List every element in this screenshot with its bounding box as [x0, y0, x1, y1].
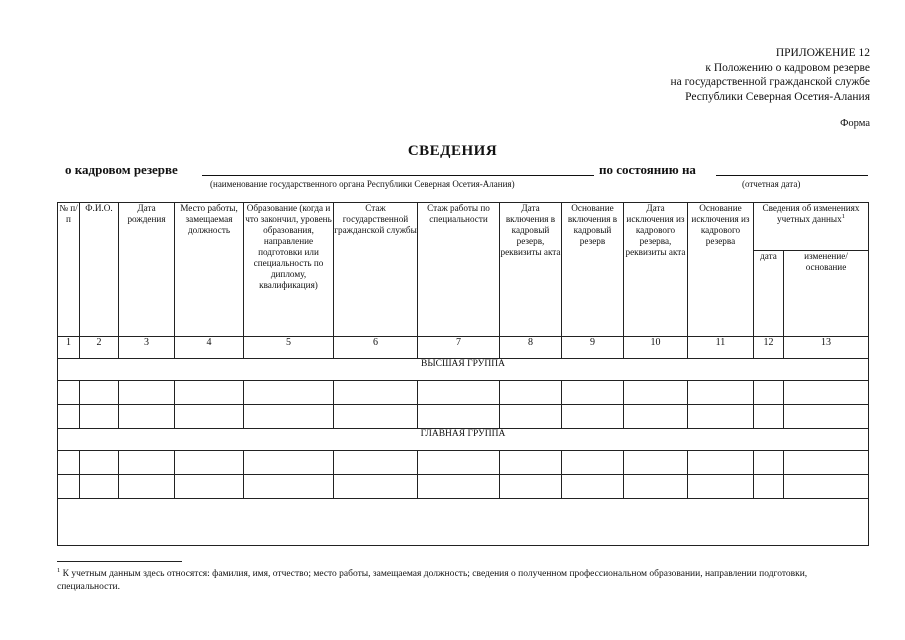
column-number: 7	[418, 337, 500, 359]
table-row[interactable]	[58, 381, 869, 405]
group-header-text: Сведения об изменениях учетных данных	[762, 203, 860, 224]
footnote	[57, 568, 868, 594]
appendix-line: ПРИЛОЖЕНИЕ 12	[775, 47, 870, 59]
header-cell: № п/п	[58, 203, 80, 337]
report-date-field[interactable]	[716, 175, 868, 176]
sub-header-cell: изменение/ основание	[784, 251, 869, 337]
header-cell: Дата рождения	[119, 203, 175, 337]
column-number: 8	[500, 337, 562, 359]
section-highest-group: ВЫСШАЯ ГРУППА	[58, 359, 869, 381]
column-number: 9	[562, 337, 624, 359]
column-number: 13	[784, 337, 869, 359]
appendix-block	[670, 46, 870, 104]
header-cell: Образование (когда и что закончил, уровень образования, направление подготовки или специальность по диплому, квалификация)	[244, 203, 334, 337]
table-row[interactable]	[58, 405, 869, 429]
appendix-line: на государственной гражданской службе	[670, 76, 870, 88]
page-title: СВЕДЕНИЯ	[407, 143, 498, 159]
column-number: 1	[58, 337, 80, 359]
date-caption: (отчетная дата)	[742, 179, 801, 189]
header-cell: Ф.И.О.	[80, 203, 119, 337]
footnote-text: К учетным данным здесь относятся: фамилия, имя, отчество; место работы, замещаемая должность; сведения о полученном профессиональном образовании, направлении подготовки, специальности.	[57, 569, 808, 592]
appendix-line: к Положению о кадровом резерве	[705, 61, 870, 74]
table-row[interactable]	[58, 451, 869, 475]
header-cell: Место работы, замещаемая должность	[175, 203, 244, 337]
header-cell: Стаж государственной гражданской службы	[334, 203, 418, 337]
reserve-table	[57, 202, 869, 546]
column-number: 3	[119, 337, 175, 359]
column-number: 4	[175, 337, 244, 359]
section-main-group: ГЛАВНАЯ ГРУППА	[58, 429, 869, 451]
footnote-divider	[57, 561, 182, 562]
footnote-mark: 1	[841, 212, 845, 220]
form-label: Форма	[840, 118, 870, 129]
appendix-line: Республики Северная Осетия-Алания	[685, 90, 870, 103]
reserve-prefix: о кадровом резерве	[65, 162, 178, 177]
header-cell: Основание исключения из кадрового резерва	[688, 203, 754, 337]
org-name-field[interactable]	[202, 175, 594, 176]
table-row[interactable]	[58, 499, 869, 546]
group-header-cell	[754, 203, 869, 251]
footnote-mark: 1	[57, 566, 61, 574]
header-cell: Стаж работы по специальности	[418, 203, 500, 337]
sub-header-cell: дата	[754, 251, 784, 337]
table-row[interactable]	[58, 475, 869, 499]
header-cell: Основание включения в кадровый резерв	[562, 203, 624, 337]
column-number: 6	[334, 337, 418, 359]
header-cell: Дата исключения из кадрового резерва, реквизиты акта	[624, 203, 688, 337]
column-number: 5	[244, 337, 334, 359]
column-number: 11	[688, 337, 754, 359]
column-number: 2	[80, 337, 119, 359]
column-number: 10	[624, 337, 688, 359]
date-prefix: по состоянию на	[599, 162, 696, 177]
org-caption: (наименование государственного органа Республики Северная Осетия-Алания)	[210, 179, 515, 189]
header-cell: Дата включения в кадровый резерв, реквизиты акта	[500, 203, 562, 337]
column-number: 12	[754, 337, 784, 359]
